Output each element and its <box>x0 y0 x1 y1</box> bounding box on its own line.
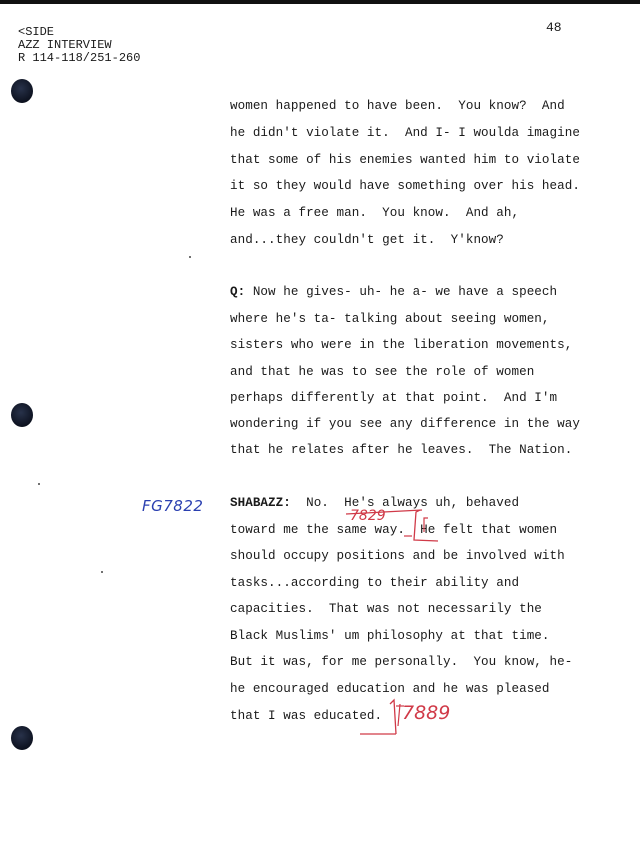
answer-text: No. He's always uh, behaved <box>290 496 520 510</box>
answer-line: toward me the same way. He felt that women <box>230 523 558 537</box>
punch-hole-middle <box>11 403 33 427</box>
question-line: sisters who were in the liberation movements, <box>230 338 573 352</box>
question-speaker: Q: <box>230 285 246 299</box>
red-note-code-1: 7829 <box>350 508 386 524</box>
scan-speck <box>38 483 40 485</box>
question-line <box>230 285 557 299</box>
answer-line: that I was educated. <box>230 709 383 723</box>
question-line: wondering if you see any difference in the way <box>230 417 580 431</box>
answer-speaker: SHABAZZ: <box>230 496 291 510</box>
margin-code-handwritten: FG7822 <box>142 497 204 515</box>
answer-line: capacities. That was not necessarily the <box>230 602 542 616</box>
header-line-3: R 114-118/251-260 <box>18 51 141 65</box>
document-header <box>18 26 140 65</box>
red-bracket-2 <box>356 696 408 738</box>
transcript-line: it so they would have something over his head. <box>230 179 580 193</box>
answer-line: Black Muslims' um philosophy at that time. <box>230 629 550 643</box>
top-edge-shadow <box>0 0 640 4</box>
scan-speck <box>101 571 103 573</box>
page-number: 48 <box>546 20 562 35</box>
question-text: Now he gives- uh- he a- we have a speech <box>245 285 558 299</box>
question-line: that he relates after he leaves. The Nation. <box>230 443 573 457</box>
transcript-line: women happened to have been. You know? And <box>230 99 565 113</box>
punch-hole-bottom <box>11 726 33 750</box>
header-line-1: <SIDE <box>18 25 55 39</box>
question-line: and that he was to see the role of women <box>230 365 535 379</box>
answer-line: tasks...according to their ability and <box>230 576 520 590</box>
answer-line: should occupy positions and be involved with <box>230 549 565 563</box>
red-bracket-1 <box>340 506 440 546</box>
transcript-line: that some of his enemies wanted him to violate <box>230 153 580 167</box>
red-note-code-2: 7889 <box>402 702 451 724</box>
transcript-line: He was a free man. You know. And ah, <box>230 206 520 220</box>
scan-speck <box>189 256 191 258</box>
question-line: perhaps differently at that point. And I'm <box>230 391 558 405</box>
header-line-2: AZZ INTERVIEW <box>18 38 112 52</box>
punch-hole-top <box>11 79 33 103</box>
answer-line: But it was, for me personally. You know, he- <box>230 655 573 669</box>
answer-line: he encouraged education and he was pleased <box>230 682 550 696</box>
transcript-line: and...they couldn't get it. Y'know? <box>230 233 504 247</box>
question-line: where he's ta- talking about seeing women, <box>230 312 550 326</box>
transcript-line: he didn't violate it. And I- I woulda imagine <box>230 126 580 140</box>
